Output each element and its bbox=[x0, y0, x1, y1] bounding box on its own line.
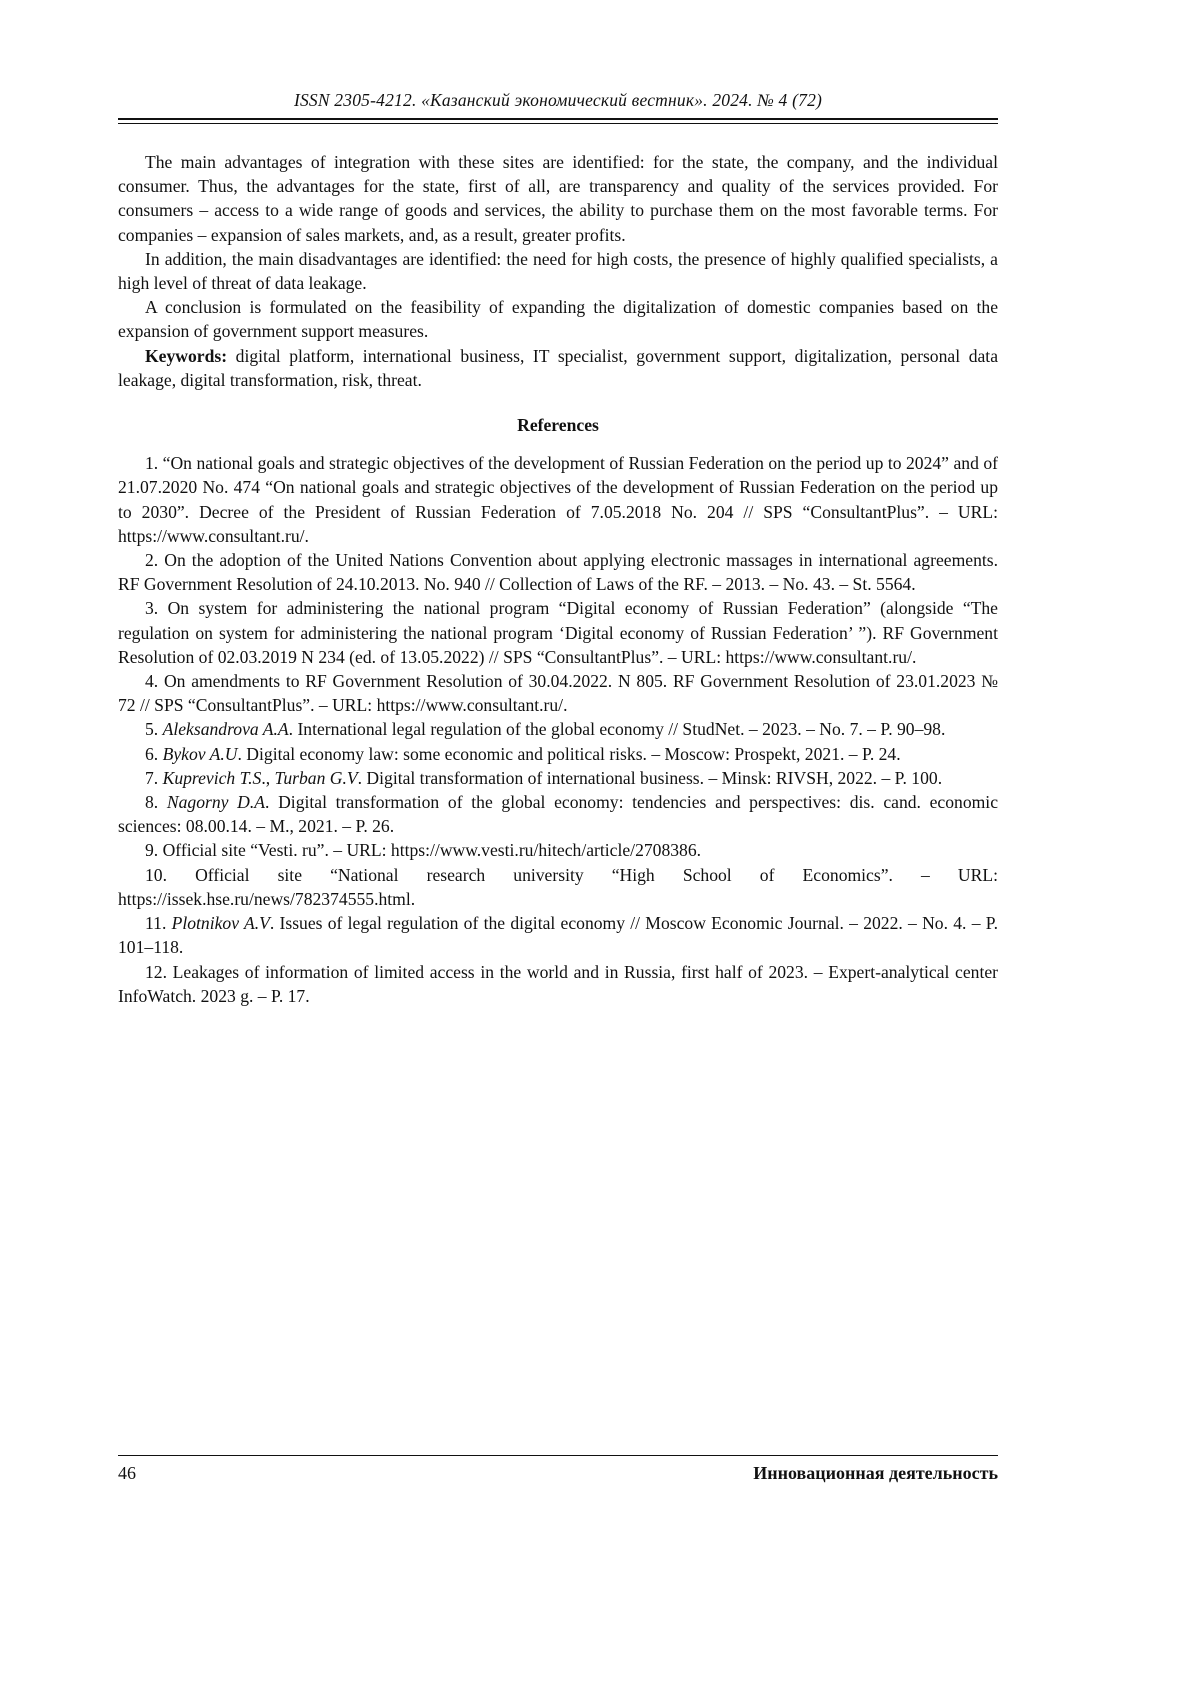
footer-row bbox=[118, 1463, 998, 1484]
reference-item bbox=[118, 548, 998, 596]
reference-author: Aleksandrova A.A bbox=[162, 719, 289, 740]
reference-text: . Digital transformation of international business. – Minsk: RIVSH, 2022. – P. 100. bbox=[357, 767, 943, 788]
journal-header-line: ISSN 2305-4212. «Казанский экономический вестник». 2024. № 4 (72) bbox=[293, 90, 823, 110]
reference-text: 3. On system for administering the national program “Digital economy of Russian Federation” (alongside “The regulation on system for administering the national program ‘Digital economy of Russian Federation’ ”). RF Government Resolution of 02.03.2019 N 234 (ed. of 13.05.2022) // SPS “ConsultantPlus”. – URL: https://www.consultant.ru/. bbox=[118, 598, 998, 667]
reference-item bbox=[118, 742, 998, 766]
reference-text: . Digital transformation of the global economy: tendencies and perspectives: dis. cand. economic sciences: 08.00.14. – M., 2021. – P. 26. bbox=[118, 792, 999, 837]
abstract-paragraph: A conclusion is formulated on the feasibility of expanding the digitalization of domestic companies based on the expansion of government support measures. bbox=[118, 297, 998, 342]
reference-item bbox=[118, 960, 998, 1008]
abstract-paragraph: The main advantages of integration with these sites are identified: for the state, the company, and the individual consumer. Thus, the advantages for the state, first of all, are transparency and quality of the services provided. For consumers – access to a wide range of goods and services, the ability to purchase them on the most favorable terms. For companies – expansion of sales markets, and, as a result, greater profits. bbox=[118, 152, 998, 245]
references-heading: References bbox=[517, 415, 599, 436]
reference-author: Nagorny D.A bbox=[166, 792, 266, 813]
page-footer bbox=[118, 1455, 998, 1484]
reference-text: 6. bbox=[145, 743, 163, 764]
reference-text: 4. On amendments to RF Government Resolution of 30.04.2022. N 805. RF Government Resolution of 23.01.2023 № 72 // SPS “ConsultantPlus”. – URL: https://www.consultant.ru/. bbox=[118, 671, 998, 716]
reference-text: 10. Official site “National research university “High School of Economics”. – URL: https://issek.hse.ru/news/782374555.html. bbox=[118, 864, 998, 909]
reference-item bbox=[118, 838, 998, 862]
reference-text: 5. bbox=[145, 719, 163, 740]
reference-text: 7. bbox=[145, 767, 163, 788]
reference-author: Turban G.V bbox=[274, 767, 358, 788]
reference-text: 12. Leakages of information of limited access in the world and in Russia, first half of 2023. – Expert-analytical center InfoWatch. 2023 g. – P. 17. bbox=[118, 961, 998, 1006]
reference-text: . International legal regulation of the global economy // StudNet. – 2023. – No. 7. – P. 90–98. bbox=[288, 719, 946, 740]
footer-rule bbox=[118, 1455, 998, 1456]
reference-item bbox=[118, 451, 998, 548]
reference-item bbox=[118, 790, 998, 838]
reference-author: Bykov A.U bbox=[162, 743, 238, 764]
reference-text: 11. bbox=[145, 913, 172, 934]
keywords-text: digital platform, international business, IT specialist, government support, digitalization, personal data leakage, digital transformation, risk, threat. bbox=[118, 345, 998, 390]
reference-item bbox=[118, 863, 998, 911]
article-body bbox=[118, 150, 998, 1008]
page-content bbox=[118, 0, 998, 1008]
reference-text: ., bbox=[261, 767, 275, 788]
keywords-paragraph bbox=[118, 344, 998, 392]
reference-author: Kuprevich T.S bbox=[162, 767, 262, 788]
reference-text: . Digital economy law: some economic and political risks. – Moscow: Prospekt, 2021. – P. 24. bbox=[237, 743, 901, 764]
abstract-paragraph: In addition, the main disadvantages are identified: the need for high costs, the presence of highly qualified specialists, a high level of threat of data leakage. bbox=[118, 248, 998, 294]
reference-item bbox=[118, 717, 998, 741]
keywords-label: Keywords: bbox=[145, 345, 228, 366]
reference-item bbox=[118, 596, 998, 669]
references-list bbox=[118, 451, 998, 1008]
reference-text: 9. Official site “Vesti. ru”. – URL: https://www.vesti.ru/hitech/article/2708386. bbox=[145, 840, 702, 861]
reference-author: Plotnikov A.V bbox=[171, 913, 270, 934]
reference-text: 2. On the adoption of the United Nations Convention about applying electronic massages in international agreements. RF Government Resolution of 24.10.2013. No. 940 // Collection of Laws of the RF. – 2013. – No. 43. – St. 5564. bbox=[118, 550, 998, 595]
reference-item bbox=[118, 669, 998, 717]
reference-text: 1. “On national goals and strategic objectives of the development of Russian Federation on the period up to 2024” and of 21.07.2020 No. 474 “On national goals and strategic objectives of the development of Russian Federation on the period up to 2030”. Decree of the President of Russian Federation of 7.05.2018 No. 204 // SPS “ConsultantPlus”. – URL: https://www.consultant.ru/. bbox=[118, 453, 998, 546]
section-title: Инновационная деятельность bbox=[753, 1463, 998, 1483]
reference-text: 8. bbox=[145, 792, 167, 813]
reference-text: . Issues of legal regulation of the digital economy // Moscow Economic Journal. – 2022. – No. 4. – P. 101–118. bbox=[118, 913, 998, 958]
header-double-rule bbox=[118, 118, 998, 124]
reference-item bbox=[118, 766, 998, 790]
reference-item bbox=[118, 911, 998, 959]
page-number: 46 bbox=[118, 1463, 136, 1483]
